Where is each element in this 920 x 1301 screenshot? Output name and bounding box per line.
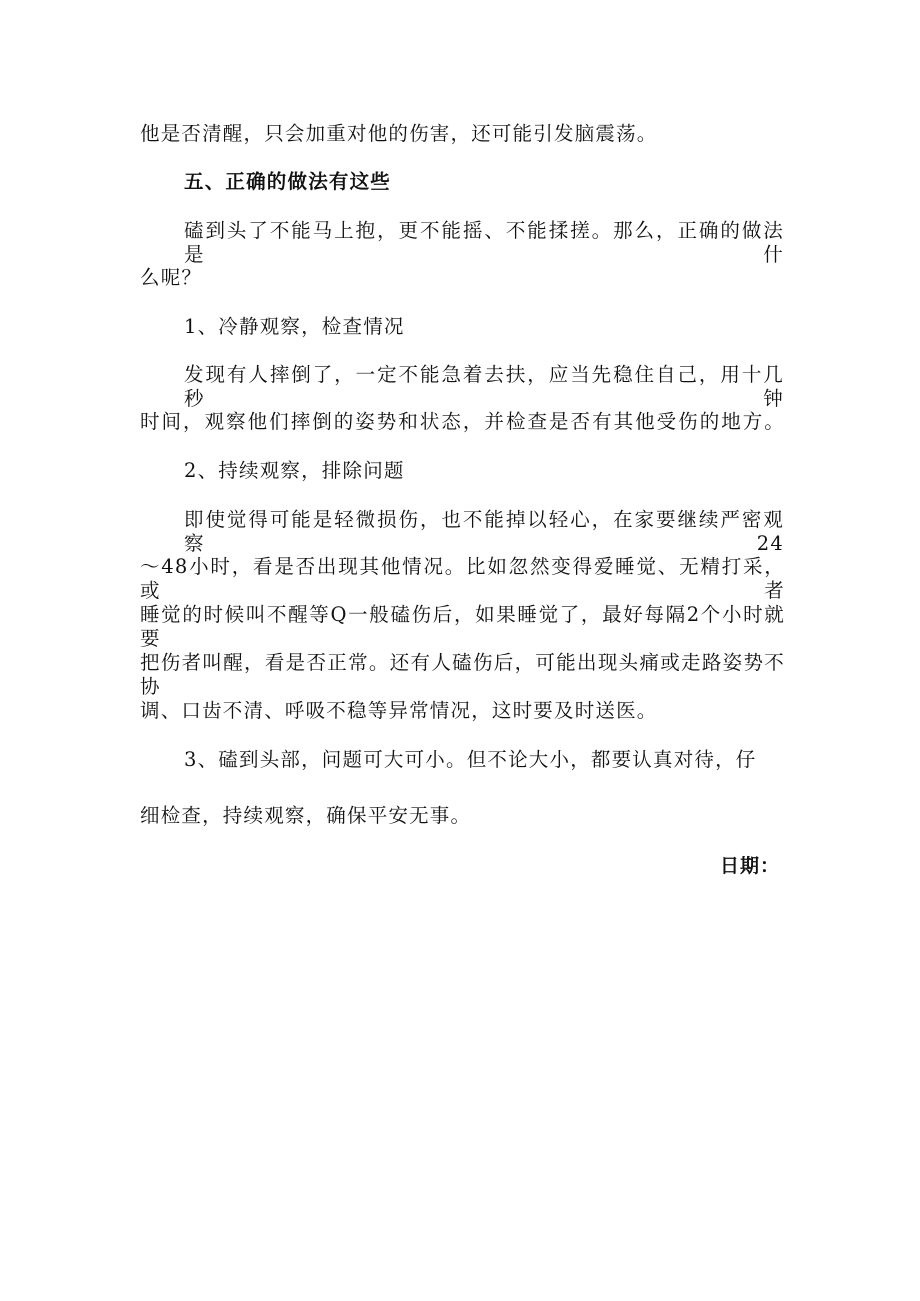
subheading: 2、持续观察，排除问题 <box>184 459 405 482</box>
paragraph-line: 调、口齿不清、呼吸不稳等异常情况，这时要及时送医。 <box>140 699 658 722</box>
paragraph-line: 他是否清醒，只会加重对他的伤害，还可能引发脑震荡。 <box>140 122 658 145</box>
paragraph-line: 3、磕到头部，问题可大可小。但不论大小，都要认真对待，仔 <box>184 748 757 771</box>
paragraph-line: 睡觉的时候叫不醒等Q一般磕伤后，如果睡觉了，最好每隔2个小时就要 <box>140 603 785 650</box>
paragraph-line: 时间，观察他们摔倒的姿势和状态，并检查是否有其他受伤的地方。 <box>140 410 785 433</box>
date-label: 日期： <box>720 855 781 877</box>
paragraph-line: ～48小时，看是否出现其他情况。比如忽然变得爱睡觉、无精打采，或者 <box>140 555 785 602</box>
subheading: 1、冷静观察，检查情况 <box>184 315 405 338</box>
paragraph-line: 即使觉得可能是轻微损伤，也不能掉以轻心，在家要继续严密观察24 <box>184 508 784 555</box>
paragraph-line: 发现有人摔倒了，一定不能急着去扶，应当先稳住自己，用十几秒钟 <box>184 363 784 410</box>
paragraph-line: 么呢？ <box>140 266 203 289</box>
paragraph-line: 把伤者叫醒，看是否正常。还有人磕伤后，可能出现头痛或走路姿势不协 <box>140 651 785 698</box>
section-heading: 五、正确的做法有这些 <box>184 170 392 193</box>
paragraph-line: 细检查，持续观察，确保平安无事。 <box>140 804 472 827</box>
paragraph-line: 磕到头了不能马上抱，更不能摇、不能揉搓。那么，正确的做法是什 <box>184 219 784 266</box>
